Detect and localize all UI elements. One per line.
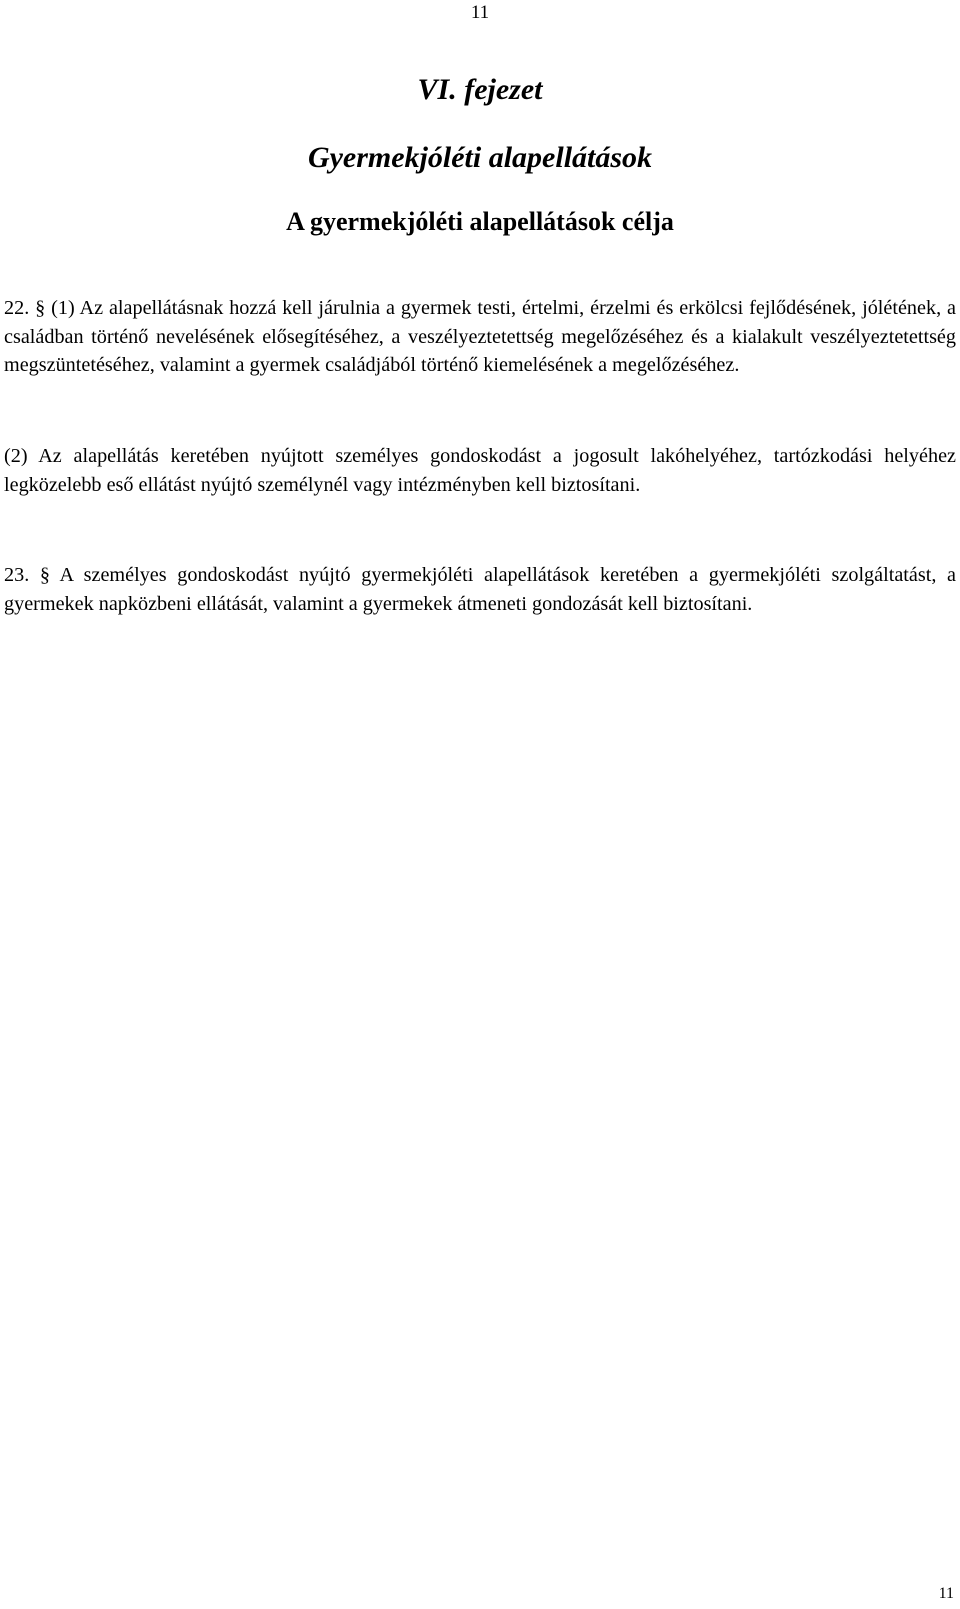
section-title: A gyermekjóléti alapellátások célja <box>286 207 674 236</box>
page-number-top: 11 <box>470 2 490 23</box>
page-number-bottom: 11 <box>938 1585 954 1602</box>
chapter-title: VI. fejezet <box>417 73 543 106</box>
paragraph-22-2: (2) Az alapellátás keretében nyújtott személyes gondoskodást a jogosult lakóhelyéhez, tartózkodási helyéhez legközelebb eső ellátást nyújtó személynél vagy intézményben kell biztosítani. <box>4 445 956 496</box>
paragraph-23: 23. § A személyes gondoskodást nyújtó gyermekjóléti alapellátások keretében a gyermekjóléti szolgáltatást, a gyermekek napközbeni ellátását, valamint a gyermekek átmeneti gondozását kell biztosítani. <box>4 564 956 615</box>
paragraph-22-1: 22. § (1) Az alapellátásnak hozzá kell járulnia a gyermek testi, értelmi, érzelmi és erkölcsi fejlődésének, jólétének, a családban történő nevelésének elősegítéséhez, a veszélyeztetettség megelőzéséhez és a kialakult veszélyeztetettség megszüntetéséhez, valamint a gyermek családjából történő kiemelésének a megelőzéséhez. <box>4 297 956 377</box>
chapter-subtitle: Gyermekjóléti alapellátások <box>307 141 653 174</box>
